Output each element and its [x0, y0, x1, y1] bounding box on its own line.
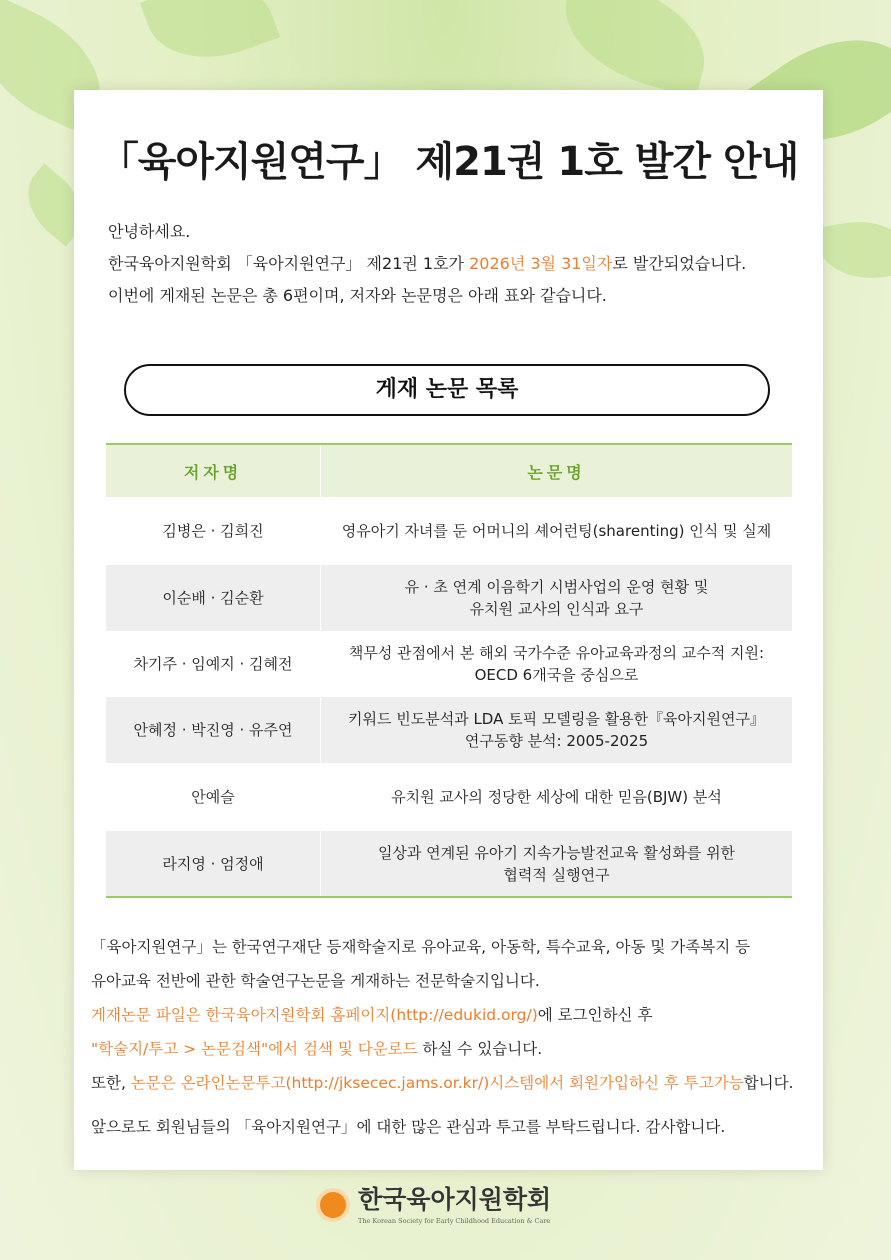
submission-prefix: 또한, — [91, 1074, 131, 1092]
author-cell: 김병은 · 김희진 — [106, 497, 321, 565]
title-line: 일상과 연계된 유아기 지속가능발전교육 활성화를 위한 — [377, 843, 736, 862]
intro-count-line: 이번에 게재된 논문은 총 6편이며, 저자와 논문명은 아래 표와 같습니다. — [108, 286, 607, 305]
journal-description-2: 유아교육 전반에 관한 학술연구논문을 게재하는 전문학술지입니다. — [91, 972, 540, 990]
author-cell: 이순배 · 김순환 — [106, 565, 321, 631]
download-info-suffix: 에 로그인하신 후 — [537, 1006, 653, 1024]
search-path-text: "학술지/투고 > 논문검색"에서 검색 및 다운로드 — [91, 1040, 418, 1058]
title-line: 협력적 실행연구 — [503, 865, 610, 884]
table-header-row — [106, 444, 792, 497]
author-cell: 차기주 · 임예지 · 김혜전 — [106, 631, 321, 697]
background-leaf — [815, 213, 891, 288]
title-line: 키워드 빈도분석과 LDA 토픽 모델링을 활용한『육아지원연구』 — [347, 710, 766, 728]
title-cell — [321, 565, 793, 631]
submission-info — [91, 1066, 794, 1100]
title-cell — [321, 631, 793, 697]
intro-publication-line — [108, 248, 746, 280]
table-row — [106, 763, 792, 831]
papers-table — [106, 443, 792, 898]
title-line: 유 · 초 연계 이음학기 시범사업의 운영 현황 및 — [404, 578, 709, 596]
author-cell: 라지영 · 엄정애 — [106, 831, 321, 897]
title-line: 책무성 관점에서 본 해외 국가수준 유아교육과정의 교수적 지원: — [348, 644, 765, 662]
society-logo — [320, 1185, 551, 1225]
title-line: 연구동향 분석: 2005-2025 — [464, 732, 649, 750]
submission-suffix: 합니다. — [743, 1074, 794, 1092]
author-cell: 안예슬 — [106, 763, 321, 831]
title-cell — [321, 697, 793, 763]
header-author: 저자명 — [106, 444, 321, 497]
title-line: OECD 6개국을 중심으로 — [474, 666, 639, 684]
title-cell — [321, 831, 793, 897]
intro-text — [108, 216, 746, 312]
background-leaf — [140, 0, 280, 78]
title-line: 유치원 교사의 인식과 요구 — [469, 600, 644, 618]
closing-message: 앞으로도 회원님들의 「육아지원연구」에 대한 많은 관심과 투고를 부탁드립니다. 감사합니다. — [91, 1118, 726, 1136]
table-row — [106, 565, 792, 631]
intro-pub-suffix: 로 발간되었습니다. — [612, 254, 747, 273]
journal-description-1: 「육아지원연구」는 한국연구재단 등재학술지로 유아교육, 아동학, 특수교육, 아동 및 가족복지 등 — [91, 938, 751, 956]
table-row — [106, 697, 792, 763]
logo-name: 한국육아지원학회 — [358, 1185, 552, 1214]
intro-greeting: 안녕하세요. — [108, 222, 191, 241]
homepage-link[interactable]: 게재논문 파일은 한국육아지원학회 홈페이지(http://edukid.org/) — [91, 1006, 538, 1024]
sun-icon — [320, 1192, 346, 1218]
notice-card — [74, 90, 823, 1170]
submission-link[interactable]: 논문은 온라인논문투고(http://jksecec.jams.or.kr/)시스템에서 회원가입하신 후 투고가능 — [130, 1074, 744, 1092]
outro-text — [91, 930, 794, 1144]
title-line: 영유아기 자녀를 둔 어머니의 셰어런팅(sharenting) 인식 및 실제 — [341, 522, 772, 540]
intro-pub-prefix: 한국육아지원학회 「육아지원연구」 제21권 1호가 — [108, 254, 470, 273]
logo-subtitle: The Korean Society for Early Childhood Education & Care — [358, 1217, 551, 1225]
download-info-1 — [91, 998, 794, 1032]
background-leaf — [551, 0, 719, 98]
publication-date: 2026년 3월 31일자 — [469, 254, 613, 273]
title-line: 유치원 교사의 정당한 세상에 대한 믿음(BJW) 분석 — [391, 788, 722, 806]
download-info-2-suffix: 하실 수 있습니다. — [417, 1040, 543, 1058]
logo-text-block — [358, 1185, 551, 1225]
table-row — [106, 497, 792, 565]
title-cell — [321, 763, 793, 831]
table-row — [106, 831, 792, 897]
table-row — [106, 631, 792, 697]
header-title: 논문명 — [321, 444, 793, 497]
title-cell — [321, 497, 793, 565]
author-cell: 안혜정 · 박진영 · 유주연 — [106, 697, 321, 763]
download-info-2 — [91, 1032, 794, 1066]
page-title: 「육아지원연구」 제21권 1호 발간 안내 — [98, 139, 799, 185]
section-title: 게재 논문 목록 — [124, 364, 770, 416]
